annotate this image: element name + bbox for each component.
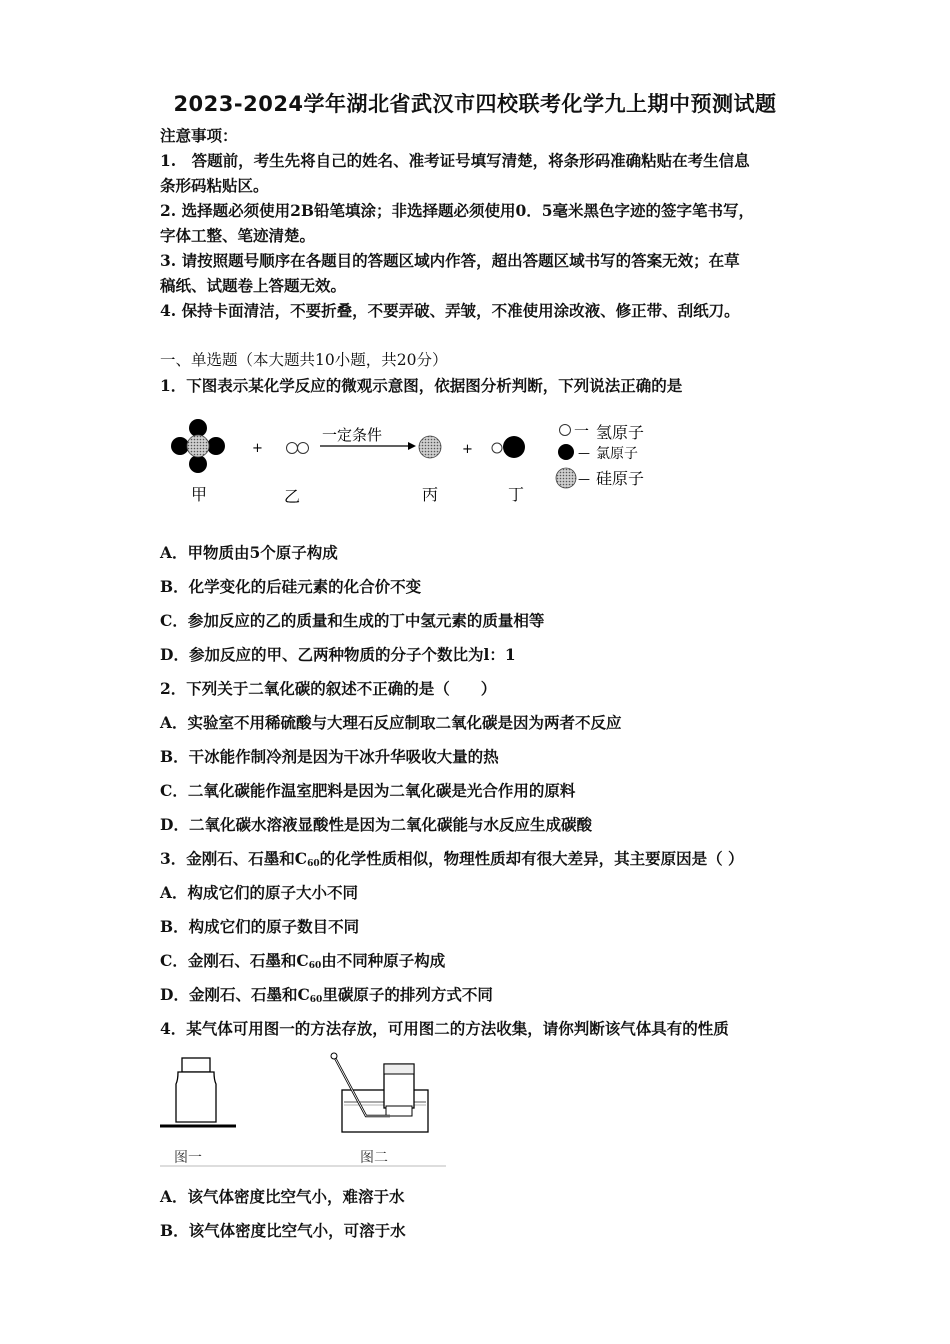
- section-heading: 一、单选题（本大题共10小题，共20分）: [160, 351, 448, 369]
- notice-line: 1. 答题前，考生先将自己的姓名、准考证号填写清楚，将条形码准确粘贴在考生信息: [160, 151, 750, 170]
- arrow-condition: 一定条件: [322, 426, 383, 444]
- notice-line: 稿纸、试题卷上答题无效。: [160, 276, 347, 295]
- q4-stem: 4．某气体可用图一的方法存放，可用图二的方法收集，请你判断该气体具有的性质: [160, 1019, 729, 1038]
- legend-dash: 一: [574, 422, 590, 440]
- legend-silicon: 硅原子: [596, 469, 645, 488]
- q3-stem-text: 的化学性质相似，物理性质却有很大差异，其主要原因是（ ）: [319, 849, 744, 868]
- notice-line: 字体工整、笔迹清楚。: [160, 226, 316, 245]
- notice-line: 条形码粘贴区。: [160, 176, 269, 195]
- q4-option-b: B．该气体密度比空气小，可溶于水: [160, 1221, 406, 1240]
- q3-option-b: B．构成它们的原子数目不同: [160, 917, 360, 936]
- c60-subscript: 60: [307, 859, 320, 869]
- c60-subscript: 60: [308, 961, 322, 971]
- q2-option-d: D．二氧化碳水溶液显酸性是因为二氧化碳能与水反应生成碳酸: [160, 815, 592, 834]
- figure-one-label: 图一: [174, 1150, 202, 1166]
- reaction-diagram: [160, 408, 660, 508]
- notice-line: 3. 请按照题号顺序在各题目的答题区域内作答，超出答题区域书写的答案无效；在草: [160, 251, 740, 270]
- notice-line: 2. 选择题必须使用2B铅笔填涂；非选择题必须使用0．5毫米黑色字迹的签字笔书写，: [160, 201, 755, 220]
- legend-dash: —: [578, 446, 590, 460]
- q1-option-b: B．化学变化的后硅元素的化合价不变: [160, 577, 422, 596]
- molecule-bing: [419, 436, 441, 458]
- water-trough-icon: [331, 1053, 428, 1132]
- q3-option-c: [160, 951, 445, 976]
- molecule-yi: [287, 443, 309, 454]
- molecule-jia: [171, 419, 225, 473]
- q3-stem-text: 3．金刚石、石墨和C: [160, 849, 308, 868]
- q1-stem: 1．下图表示某化学反应的微观示意图，依据图分析判断，下列说法正确的是: [160, 376, 683, 395]
- q3-option-c-text: C．金刚石、石墨和C: [160, 951, 309, 970]
- plus-sign: +: [462, 442, 473, 457]
- label-bing: 丙: [422, 485, 439, 504]
- c60-subscript: 60: [309, 995, 323, 1005]
- gas-storage-figure: [158, 1050, 450, 1170]
- label-yi: 乙: [284, 487, 301, 506]
- q3-option-d-text: D．金刚石、石墨和C: [160, 985, 310, 1004]
- q1-option-a: A．甲物质由5个原子构成: [160, 543, 338, 562]
- notice-heading: 注意事项：: [160, 126, 238, 145]
- q2-option-b: B．干冰能作制冷剂是因为干冰升华吸收大量的热: [160, 747, 499, 766]
- q3-option-c-text: 由不同种原子构成: [321, 951, 446, 970]
- legend: [556, 422, 644, 488]
- q4-option-a: A．该气体密度比空气小，难溶于水: [160, 1187, 405, 1206]
- q2-option-c: C．二氧化碳能作温室肥料是因为二氧化碳是光合作用的原料: [160, 781, 576, 800]
- molecule-ding: [492, 436, 525, 458]
- gas-jar-icon: [160, 1058, 236, 1126]
- label-jia: 甲: [191, 485, 208, 504]
- q2-stem: 2．下列关于二氧化碳的叙述不正确的是（ ）: [160, 679, 497, 698]
- figure-two-label: 图二: [360, 1150, 388, 1166]
- legend-chlorine: 氯原子: [596, 446, 638, 462]
- page-title: 2023-2024学年湖北省武汉市四校联考化学九上期中预测试题: [173, 92, 777, 116]
- legend-hydrogen: 氢原子: [596, 423, 645, 442]
- notice-line: 4. 保持卡面清洁，不要折叠，不要弄破、弄皱，不准使用涂改液、修正带、刮纸刀。: [160, 301, 740, 320]
- label-ding: 丁: [508, 485, 525, 504]
- q3-option-d: [160, 985, 493, 1010]
- q3-option-d-text: 里碳原子的排列方式不同: [322, 985, 493, 1004]
- q1-option-d: D．参加反应的甲、乙两种物质的分子个数比为l：1: [160, 645, 516, 664]
- plus-sign: +: [252, 441, 263, 456]
- arrow-head: [408, 442, 416, 450]
- q3-stem: [160, 849, 744, 874]
- q1-option-c: C．参加反应的乙的质量和生成的丁中氢元素的质量相等: [160, 611, 545, 630]
- q2-option-a: A．实验室不用稀硫酸与大理石反应制取二氧化碳是因为两者不反应: [160, 713, 622, 732]
- legend-dash: —: [578, 472, 590, 486]
- q3-option-a: A．构成它们的原子大小不同: [160, 883, 359, 902]
